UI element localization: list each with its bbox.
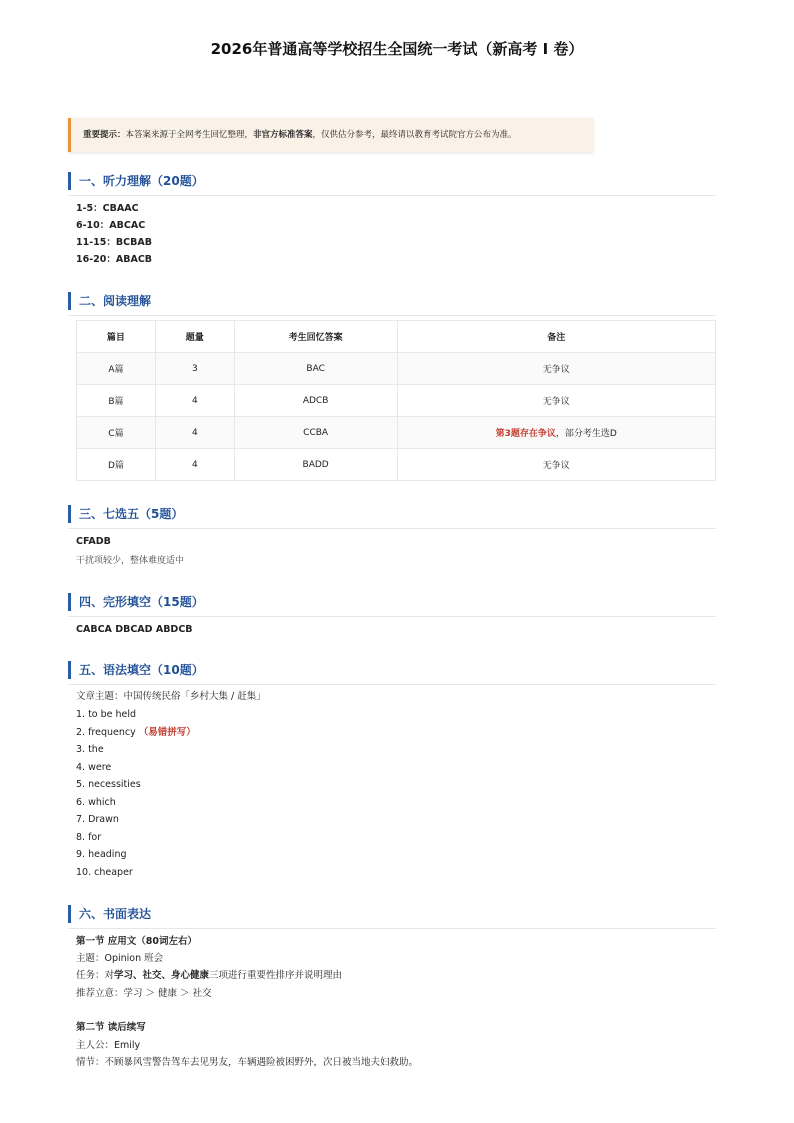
writing-part1-task — [76, 969, 342, 983]
note-text: ，部分考生选D — [555, 429, 617, 439]
seven-five-answer: CFADB — [76, 536, 111, 547]
listening-line: 1-5：CBAAC — [76, 203, 139, 214]
writing-part1-title: 第一节 应用文（80词左右） — [76, 936, 198, 947]
notice-bold: 非官方标准答案 — [253, 130, 313, 140]
section-heading-listening: 一、听力理解（20题） — [68, 172, 204, 190]
grammar-item: 4. were — [76, 762, 112, 773]
writing-part2-protagonist: 主人公：Emily — [76, 1040, 141, 1051]
table-row — [77, 417, 716, 449]
writing-part2-plot: 情节：不顾暴风雪警告驾车去见男友，车辆遇险被困野外，次日被当地夫妇救助。 — [76, 1057, 419, 1068]
table-header-cell: 考生回忆答案 — [234, 321, 397, 353]
section-divider — [68, 928, 716, 929]
writing-part2-title: 第二节 读后续写 — [76, 1022, 146, 1033]
notice-box — [68, 118, 593, 152]
section-heading-seven-five: 三、七选五（5题） — [68, 505, 183, 523]
cloze-answer: CABCA DBCAD ABDCB — [76, 624, 193, 635]
writing-part1-topic: 主题：Opinion 班会 — [76, 953, 164, 964]
grammar-item: 1. to be held — [76, 709, 137, 720]
section-heading-reading: 二、阅读理解 — [68, 292, 151, 310]
listening-line: 16-20：ABACB — [76, 254, 153, 265]
count-cell: 4 — [155, 449, 234, 481]
listening-line: 6-10：ABCAC — [76, 220, 146, 231]
note-highlight: 第3题存在争议 — [495, 429, 556, 439]
note-text: 无争议 — [542, 461, 570, 471]
passage-cell: B篇 — [77, 385, 156, 417]
grammar-item-text: 2. frequency — [76, 727, 136, 738]
grammar-item-note: （易错拼写） — [138, 727, 196, 738]
table-header-cell: 备注 — [397, 321, 716, 353]
table-row — [77, 449, 716, 481]
answer-cell: BADD — [234, 449, 397, 481]
count-cell: 4 — [155, 417, 234, 449]
section-heading-cloze: 四、完形填空（15题） — [68, 593, 204, 611]
table-header-cell: 题量 — [155, 321, 234, 353]
table-header-row — [77, 321, 716, 353]
notice-prefix: 重要提示： — [83, 130, 126, 140]
task-prefix: 任务：对 — [76, 970, 115, 981]
table-row — [77, 353, 716, 385]
section-divider — [68, 528, 716, 529]
section-heading-writing: 六、书面表达 — [68, 905, 151, 923]
note-cell — [397, 449, 716, 481]
grammar-item: 7. Drawn — [76, 814, 119, 825]
grammar-topic: 文章主题：中国传统民俗「乡村大集 / 赶集」 — [76, 691, 266, 702]
section-divider — [68, 195, 716, 196]
section-divider — [68, 616, 716, 617]
answer-cell: CCBA — [234, 417, 397, 449]
writing-part1-suggest: 推荐立意：学习 ＞ 健康 ＞ 社交 — [76, 988, 212, 999]
grammar-item: 10. cheaper — [76, 867, 133, 878]
note-text: 无争议 — [542, 397, 570, 407]
grammar-item: 5. necessities — [76, 779, 141, 790]
section-heading-grammar: 五、语法填空（10题） — [68, 661, 204, 679]
listening-line: 11-15：BCBAB — [76, 237, 152, 248]
grammar-item: 8. for — [76, 832, 102, 843]
notice-text-2: ，仅供估分参考，最终请以教育考试院官方公布为准。 — [312, 130, 517, 140]
task-suffix: 三项进行重要性排序并说明理由 — [209, 970, 343, 981]
note-cell — [397, 353, 716, 385]
answer-cell: ADCB — [234, 385, 397, 417]
note-cell — [397, 417, 716, 449]
page-title: 2026年普通高等学校招生全国统一考试（新高考 I 卷） — [210, 40, 584, 58]
table-header-cell: 篇目 — [77, 321, 156, 353]
answer-cell: BAC — [234, 353, 397, 385]
count-cell: 4 — [155, 385, 234, 417]
note-cell — [397, 385, 716, 417]
section-divider — [68, 684, 716, 685]
note-text: 无争议 — [542, 365, 570, 375]
reading-table — [76, 320, 716, 481]
section-divider — [68, 315, 716, 316]
grammar-item — [76, 726, 196, 740]
task-bold: 学习、社交、身心健康 — [114, 970, 210, 981]
notice-text: 本答案来源于全网考生回忆整理， — [125, 130, 254, 140]
grammar-item: 3. the — [76, 744, 104, 755]
count-cell: 3 — [155, 353, 234, 385]
passage-cell: D篇 — [77, 449, 156, 481]
grammar-item: 9. heading — [76, 849, 127, 860]
passage-cell: C篇 — [77, 417, 156, 449]
grammar-item: 6. which — [76, 797, 116, 808]
passage-cell: A篇 — [77, 353, 156, 385]
seven-five-comment: 干扰项较少，整体难度适中 — [76, 556, 185, 566]
table-row — [77, 385, 716, 417]
